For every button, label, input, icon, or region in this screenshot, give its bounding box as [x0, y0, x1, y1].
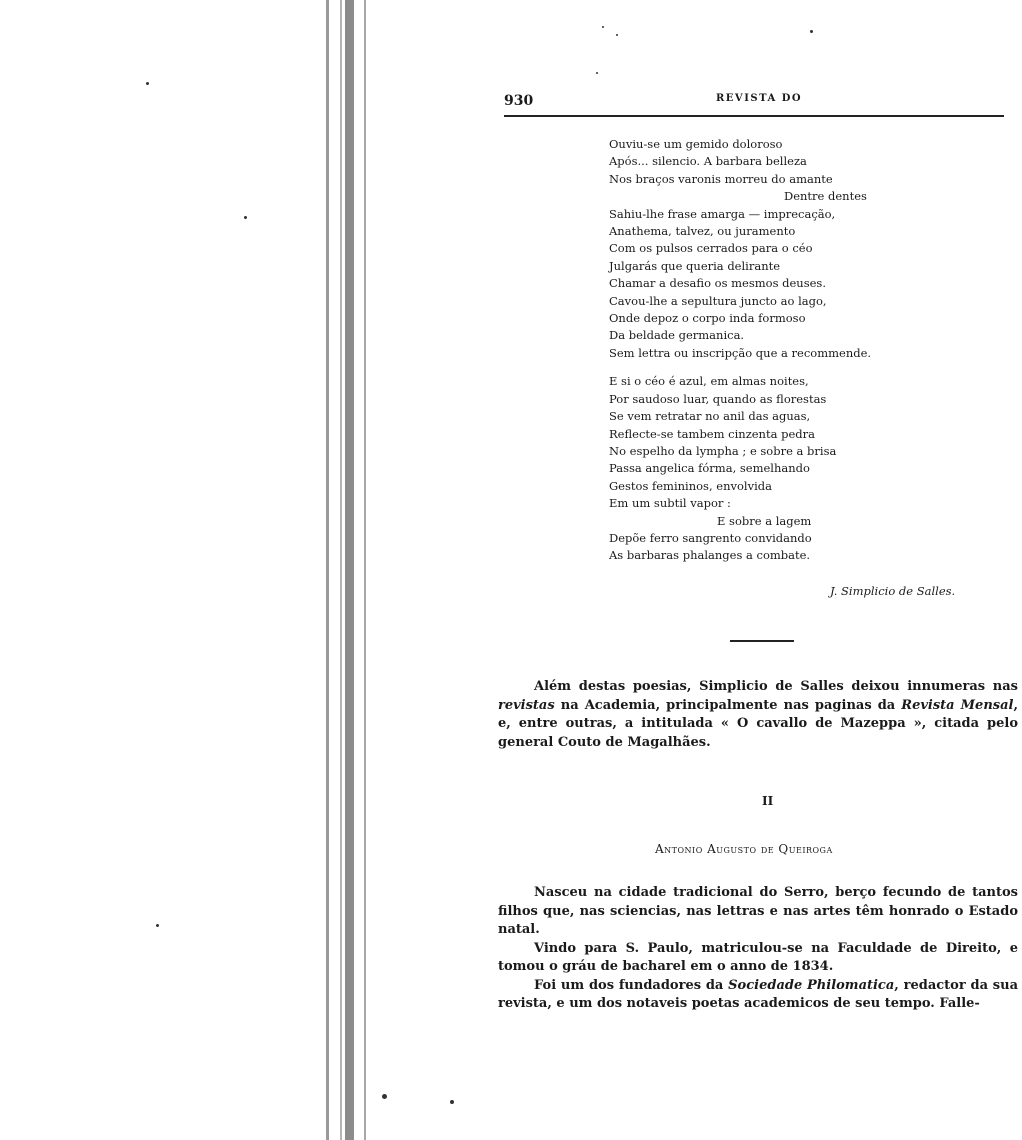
- poem-line: No espelho da lympha ; e sobre a brisa: [609, 443, 837, 458]
- scan-speck: [616, 34, 618, 36]
- poem-line: Ouviu-se um gemido doloroso: [609, 137, 783, 151]
- poem-line: Cavou-lhe a sepultura juncto ao lago,: [609, 293, 827, 308]
- poem: [609, 136, 909, 565]
- text-run: Além destas poesias, Simplicio de Salles deixou innumeras nas: [534, 679, 1018, 694]
- poem-line: Chamar a desafio os mesmos deuses.: [609, 276, 826, 291]
- poem-line: E si o céo é azul, em almas noites,: [609, 374, 809, 389]
- header-rule: [504, 115, 1004, 117]
- poem-line: Passa angelica fórma, semelhando: [609, 461, 810, 476]
- gutter-line: [364, 0, 366, 1140]
- scan-speck: [244, 216, 247, 219]
- stanza-gap: [609, 362, 909, 373]
- poem-line: Em um subtil vapor :: [609, 496, 731, 511]
- poem-line: As barbaras phalanges a combate.: [609, 548, 811, 563]
- scan-speck: [602, 26, 604, 28]
- page-number: 930: [504, 93, 534, 109]
- text-run: Foi um dos fundadores da: [534, 977, 729, 993]
- scan-speck: [450, 1100, 454, 1104]
- separator-rule: [730, 640, 794, 642]
- poem-line: Onde depoz o corpo inda formoso: [609, 311, 806, 326]
- scan-speck: [146, 82, 149, 85]
- biography: [498, 884, 1018, 1014]
- text-run: , redactor da sua revista, e um dos notaveis poetas academicos de seu tempo. Falle-: [498, 977, 1019, 1011]
- running-head: REVISTA DO: [716, 93, 803, 104]
- gutter-line: [345, 0, 354, 1140]
- gutter-line: [340, 0, 342, 1140]
- poem-line: Sahiu-lhe frase amarga — imprecação,: [609, 206, 836, 221]
- text-run: na Academia, principalmente nas paginas da: [554, 697, 902, 713]
- scan-speck: [810, 30, 813, 33]
- scan-speck: [596, 72, 598, 74]
- italic-run: Sociedade Philomatica: [728, 977, 895, 993]
- poem-line: Se vem retratar no anil das aguas,: [609, 409, 811, 424]
- paragraph-text: Nasceu na cidade tradicional do Serro, berço fecundo de tantos filhos que, nas sciencias, nas lettras e nas artes têm honrado o Estado natal.: [498, 885, 1018, 937]
- scan-speck: [156, 924, 159, 927]
- gutter-line: [326, 0, 329, 1140]
- text-run: , e, entre outras, a intitulada « O cavallo de Mazeppa », citada pelo general Couto de Magalhães.: [498, 697, 1018, 750]
- poem-signature: J. Simplicio de Salles.: [830, 584, 956, 598]
- poem-line: Sem lettra ou inscripção que a recommende.: [609, 345, 872, 360]
- poem-line: Depõe ferro sangrento convidando: [609, 530, 812, 545]
- poem-line: Por saudoso luar, quando as florestas: [609, 391, 827, 406]
- italic-run: Revista Mensal: [901, 697, 1014, 713]
- section-title: Antonio Augusto de Queiroga: [655, 842, 833, 856]
- poem-line: Da beldade germanica.: [609, 328, 745, 343]
- paragraph-text: [498, 678, 1018, 752]
- poem-line: Nos braços varonis morreu do amante: [609, 171, 833, 186]
- paragraph-text: Vindo para S. Paulo, matriculou-se na Faculdade de Direito, e tomou o gráu de bacharel em o anno de 1834.: [498, 940, 1018, 974]
- section-number: II: [762, 794, 774, 808]
- poem-line: E sobre a lagem: [717, 513, 812, 528]
- paragraph: [498, 678, 1018, 752]
- poem-line: Anathema, talvez, ou juramento: [609, 224, 796, 239]
- poem-line: Reflecte-se tambem cinzenta pedra: [609, 426, 815, 441]
- italic-run: revistas: [498, 697, 555, 713]
- poem-line: Julgarás que queria delirante: [609, 258, 781, 273]
- poem-line: Dentre dentes: [784, 189, 867, 204]
- poem-line: Gestos femininos, envolvida: [609, 478, 772, 493]
- paragraph-text: [498, 977, 1018, 1014]
- poem-line: Com os pulsos cerrados para o céo: [609, 241, 813, 256]
- poem-line: Após... silencio. A barbara belleza: [609, 154, 807, 169]
- scan-speck: [382, 1094, 387, 1099]
